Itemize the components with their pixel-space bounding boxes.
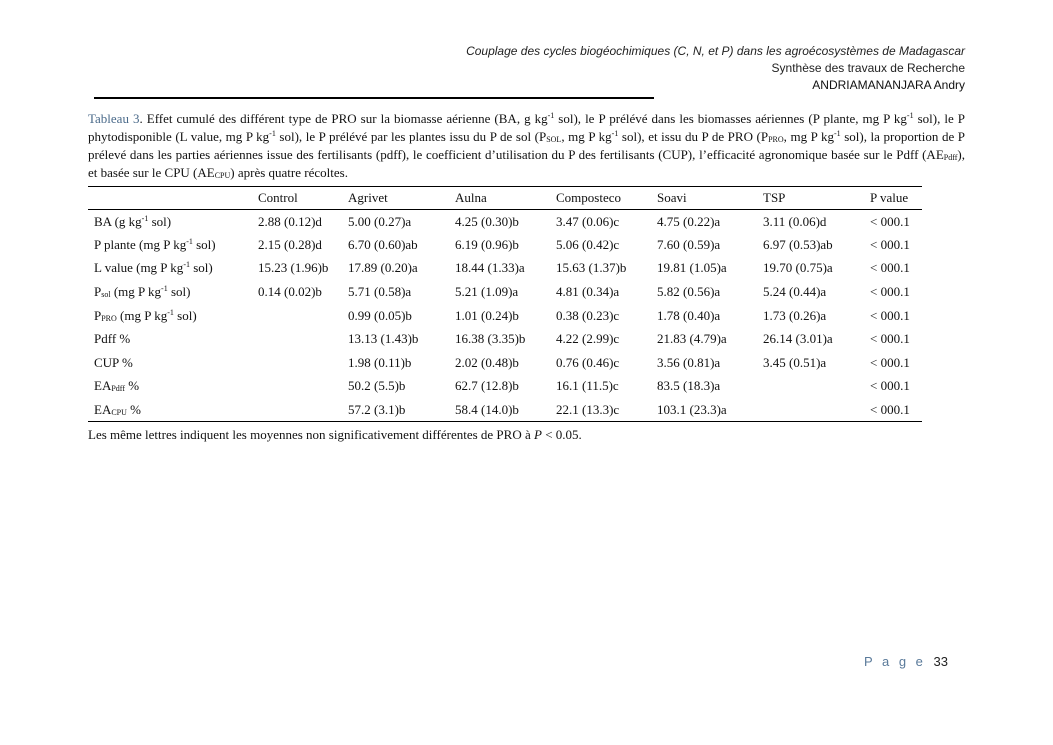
header-author: ANDRIAMANANJARA Andry (812, 78, 965, 92)
table-cell: 15.23 (1.96)b (258, 260, 329, 276)
table-caption: Tableau 3. Effet cumulé des différent type de PRO sur la biomasse aérienne (BA, g $kg^{-1}$ sol), le P prélévé dans les biomasses aériennes (P plante, mg P $kg^{-1}$ sol), le P phytodisponible (L value, mg P $kg^{-1}$ sol), le P prélévé par les plantes issu du P de sol ($P_{SOL}$, mg P $kg^{-1}$ sol), et issu du P de PRO ($P_{PRO}$, mg P $kg^{-1}$ sol), la proportion de P prélevé dans les parties aériennes issue des fertilisants (pdff), le coefficient d’utilisation du P des fertilisants (CUP), l’efficacité agronomique basée sur le Pdff $(AE_{Pdff})$, et basée sur le CPU $(AE_{CPU})$ après quatre récoltes. (88, 111, 966, 180)
table-cell: 6.97 (0.53)ab (763, 236, 833, 252)
header-rule (94, 97, 654, 99)
column-header: Soavi (657, 187, 763, 210)
table-row (88, 375, 922, 399)
row-label: BA (g $kg^{-1}$ sol) (94, 213, 172, 229)
table-cell: 4.75 (0.22)a (657, 213, 721, 229)
table-cell: < 000.1 (870, 213, 910, 229)
table-cell: 5.21 (1.09)a (455, 284, 519, 300)
table-cell: 4.22 (2.99)c (556, 331, 620, 347)
table-cell: 2.02 (0.48)b (455, 354, 519, 370)
table-cell: 5.71 (0.58)a (348, 284, 412, 300)
table-cell: 1.98 (0.11)b (348, 354, 412, 370)
table-cell: 22.1 (13.3)c (556, 398, 657, 422)
table-cell: 5.00 (0.27)a (348, 213, 412, 229)
table-cell: 83.5 (18.3)a (657, 378, 721, 394)
table-cell: 50.2 (5.5)b (348, 378, 406, 394)
table-cell: 5.24 (0.44)a (763, 284, 827, 300)
table-cell (258, 351, 348, 375)
table-cell: 19.70 (0.75)a (763, 260, 833, 276)
table-cell: 1.01 (0.24)b (455, 307, 519, 323)
table-caption-label: Tableau 3 (88, 111, 140, 126)
table-cell: 58.4 (14.0)b (455, 398, 556, 422)
table-cell (763, 398, 870, 422)
header-title: Couplage des cycles biogéochimiques (C, N, et P) dans les agroécosystèmes de Madagascar (466, 44, 965, 58)
table-cell: 3.47 (0.06)c (556, 213, 620, 229)
column-header: TSP (763, 187, 870, 210)
table-cell: 4.25 (0.30)b (455, 213, 519, 229)
table-row (88, 257, 922, 281)
table-cell: 0.14 (0.02)b (258, 284, 322, 300)
table-cell: < 000.1 (870, 260, 910, 276)
table-cell (763, 375, 870, 399)
table-row (88, 304, 922, 328)
column-header (88, 187, 258, 210)
table-cell: 3.56 (0.81)a (657, 354, 721, 370)
table-cell: 57.2 (3.1)b (348, 398, 455, 422)
column-header: Composteco (556, 187, 657, 210)
table-cell: 103.1 (23.3)a (657, 398, 763, 422)
table-cell: < 000.1 (870, 398, 922, 422)
table-row (88, 210, 922, 234)
table-cell: < 000.1 (870, 236, 910, 252)
table-cell: 21.83 (4.79)a (657, 331, 727, 347)
table-cell: < 000.1 (870, 354, 910, 370)
page-footer (864, 654, 948, 669)
table-header-row (88, 187, 922, 210)
column-header: P value (870, 187, 922, 210)
table-cell: 2.88 (0.12)d (258, 213, 322, 229)
table-row (88, 233, 922, 257)
row-label: $EA_{Pdff}$ % (94, 378, 140, 394)
running-header (466, 43, 965, 94)
table-cell: 3.45 (0.51)a (763, 354, 827, 370)
table-cell: 1.78 (0.40)a (657, 307, 721, 323)
table-row (88, 351, 922, 375)
table-row (88, 327, 922, 351)
table-cell: 1.73 (0.26)a (763, 307, 827, 323)
table-note: Les même lettres indiquent les moyennes non significativement différentes de PRO à P < 0.05. (88, 427, 582, 442)
table-cell: 7.60 (0.59)a (657, 236, 721, 252)
row-label: $EA_{CPU}$ % (88, 398, 258, 422)
table-row (88, 398, 922, 422)
table-cell: 2.15 (0.28)d (258, 236, 322, 252)
table-cell: 16.1 (11.5)c (556, 378, 619, 394)
table-cell: < 000.1 (870, 307, 910, 323)
table-cell: 0.99 (0.05)b (348, 307, 412, 323)
table-cell (258, 327, 348, 351)
table-cell: 4.81 (0.34)a (556, 284, 620, 300)
table-cell: 26.14 (3.01)a (763, 331, 833, 347)
page-number: 33 (933, 654, 948, 669)
table-cell: 5.82 (0.56)a (657, 284, 721, 300)
page-label: P a g e (863, 654, 926, 669)
column-header: Agrivet (348, 187, 455, 210)
header-subtitle: Synthèse des travaux de Recherche (771, 61, 965, 75)
table-cell: < 000.1 (870, 284, 910, 300)
table-cell: 13.13 (1.43)b (348, 331, 419, 347)
table-cell: 6.70 (0.60)ab (348, 236, 418, 252)
table-cell: 3.11 (0.06)d (763, 213, 827, 229)
row-label: Pdff % (94, 331, 131, 347)
table-cell: 0.76 (0.46)c (556, 354, 620, 370)
table-cell: 5.06 (0.42)c (556, 236, 620, 252)
table-cell: 19.81 (1.05)a (657, 260, 727, 276)
table-cell: < 000.1 (870, 331, 910, 347)
table-cell: 18.44 (1.33)a (455, 260, 525, 276)
table-cell: 6.19 (0.96)b (455, 236, 519, 252)
table-cell (258, 375, 348, 399)
table-cell (258, 304, 348, 328)
row-label: L value (mg P $kg^{-1}$ sol) (94, 260, 213, 276)
results-table (88, 186, 922, 422)
row-label: CUP % (94, 354, 133, 370)
column-header: Control (258, 187, 348, 210)
table-cell: 16.38 (3.35)b (455, 331, 526, 347)
table-cell: 15.63 (1.37)b (556, 260, 627, 276)
row-label: $P_{PRO}$ (mg P $kg^{-1}$ sol) (94, 307, 197, 323)
table-cell: < 000.1 (870, 378, 910, 394)
table-cell: 0.38 (0.23)c (556, 307, 620, 323)
table-row (88, 280, 922, 304)
column-header: Aulna (455, 187, 556, 210)
table-cell (258, 398, 348, 422)
row-label: $P_{sol}$ (mg P $kg^{-1}$ sol) (94, 284, 191, 300)
table-cell: 62.7 (12.8)b (455, 378, 519, 394)
table-cell: 17.89 (0.20)a (348, 260, 418, 276)
row-label: P plante (mg P $kg^{-1}$ sol) (94, 236, 216, 252)
